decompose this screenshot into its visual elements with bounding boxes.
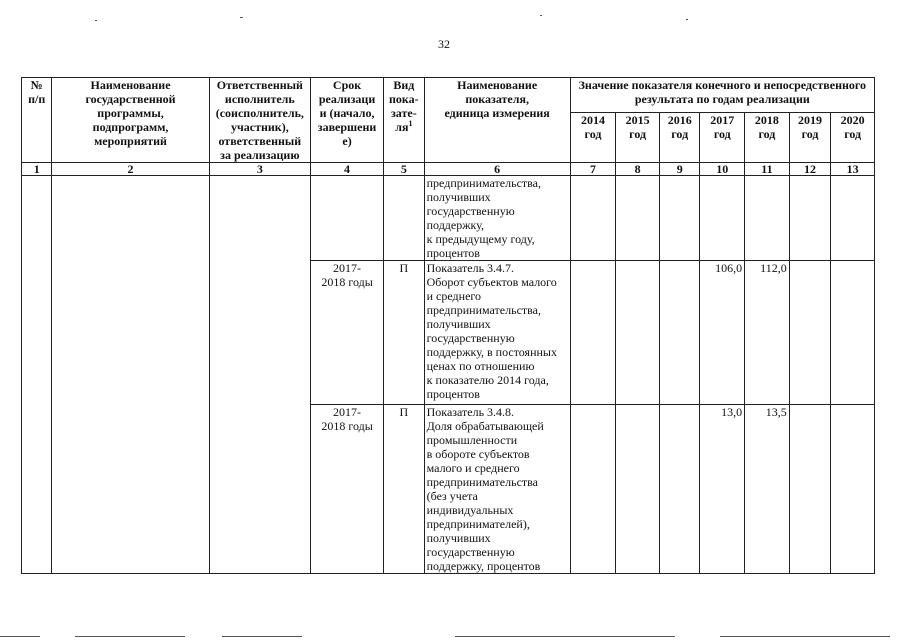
scan-mark [720,636,890,637]
header-year: 2019 год [789,113,831,163]
cell-value [616,405,660,574]
cell-indicator-type: П [384,261,425,405]
cell-value [789,261,831,405]
cell-responsible [209,176,310,574]
cell-value [616,261,660,405]
cell-program-name [52,176,209,574]
cell-value: 106,0 [700,261,745,405]
cell-value [745,176,790,261]
scan-mark [0,636,40,637]
cell-value [831,176,875,261]
cell-value [570,176,616,261]
cell-value [789,405,831,574]
header-year: 2020 год [831,113,875,163]
header-indicator-type: Вид пока- зате- $ля^1$ [384,78,425,163]
column-numbers-row [22,163,875,176]
cell-value [831,261,875,405]
cell-value [659,405,700,574]
cell-value [616,176,660,261]
header-values-group: Значение показателя конечного и непосредственного результата по годам реализации [570,78,874,113]
cell-indicator-type: П [384,405,425,574]
header-year: 2016 год [659,113,700,163]
scan-mark [686,19,688,20]
scan-mark [540,15,542,16]
header-row [22,78,875,113]
cell-value: 13,0 [700,405,745,574]
column-number: 8 [616,163,660,176]
column-number: 3 [209,163,310,176]
scan-mark [455,636,675,637]
scan-mark [95,20,97,21]
header-number: № п/п [22,78,52,163]
cell-period: 2017- 2018 годы [311,405,384,574]
cell-number [22,176,52,574]
cell-indicator-name: предпринимательства, получивших государственную поддержку, к предыдущему году, процентов [424,176,570,261]
cell-value: 112,0 [745,261,790,405]
header-year: 2017 год [700,113,745,163]
table-row [22,176,875,261]
column-number: 10 [700,163,745,176]
cell-period: 2017- 2018 годы [311,261,384,405]
header-responsible: Ответственный исполнитель (соисполнитель, участник), ответственный за реализацию [209,78,310,163]
header-year: 2015 год [616,113,660,163]
cell-value [789,176,831,261]
cell-value [659,261,700,405]
cell-indicator-type [384,176,425,261]
column-number: 1 [22,163,52,176]
cell-value [570,405,616,574]
cell-value: 13,5 [745,405,790,574]
header-period: Срок реализаци и (начало, завершени е) [311,78,384,163]
column-number: 7 [570,163,616,176]
cell-value [570,261,616,405]
column-number: 2 [52,163,209,176]
column-number: 6 [424,163,570,176]
header-program-name: Наименование государственной программы, подпрограмм, мероприятий [52,78,209,163]
column-number: 5 [384,163,425,176]
cell-period [311,176,384,261]
indicators-table [21,77,875,574]
cell-indicator-name: Показатель 3.4.8. Доля обрабатывающей промышленности в обороте субъектов малого и среднего предпринимательства (без учета индивидуальных предпринимателей), получивших государственную поддержку, процентов [424,405,570,574]
column-number: 9 [659,163,700,176]
scan-mark [240,17,243,18]
page-number: 32 [438,37,450,51]
cell-value [831,405,875,574]
column-number: 12 [789,163,831,176]
header-year: 2014 год [570,113,616,163]
scan-mark [75,636,185,637]
column-number: 4 [311,163,384,176]
header-indicator-name: Наименование показателя, единица измерения [424,78,570,163]
cell-value [659,176,700,261]
cell-value [700,176,745,261]
column-number: 13 [831,163,875,176]
scan-mark [222,636,302,637]
column-number: 11 [745,163,790,176]
cell-indicator-name: Показатель 3.4.7. Оборот субъектов малого и среднего предпринимательства, получивших государственную поддержку, в постоянных ценах по отношению к показателю 2014 года, процентов [424,261,570,405]
header-year: 2018 год [745,113,790,163]
